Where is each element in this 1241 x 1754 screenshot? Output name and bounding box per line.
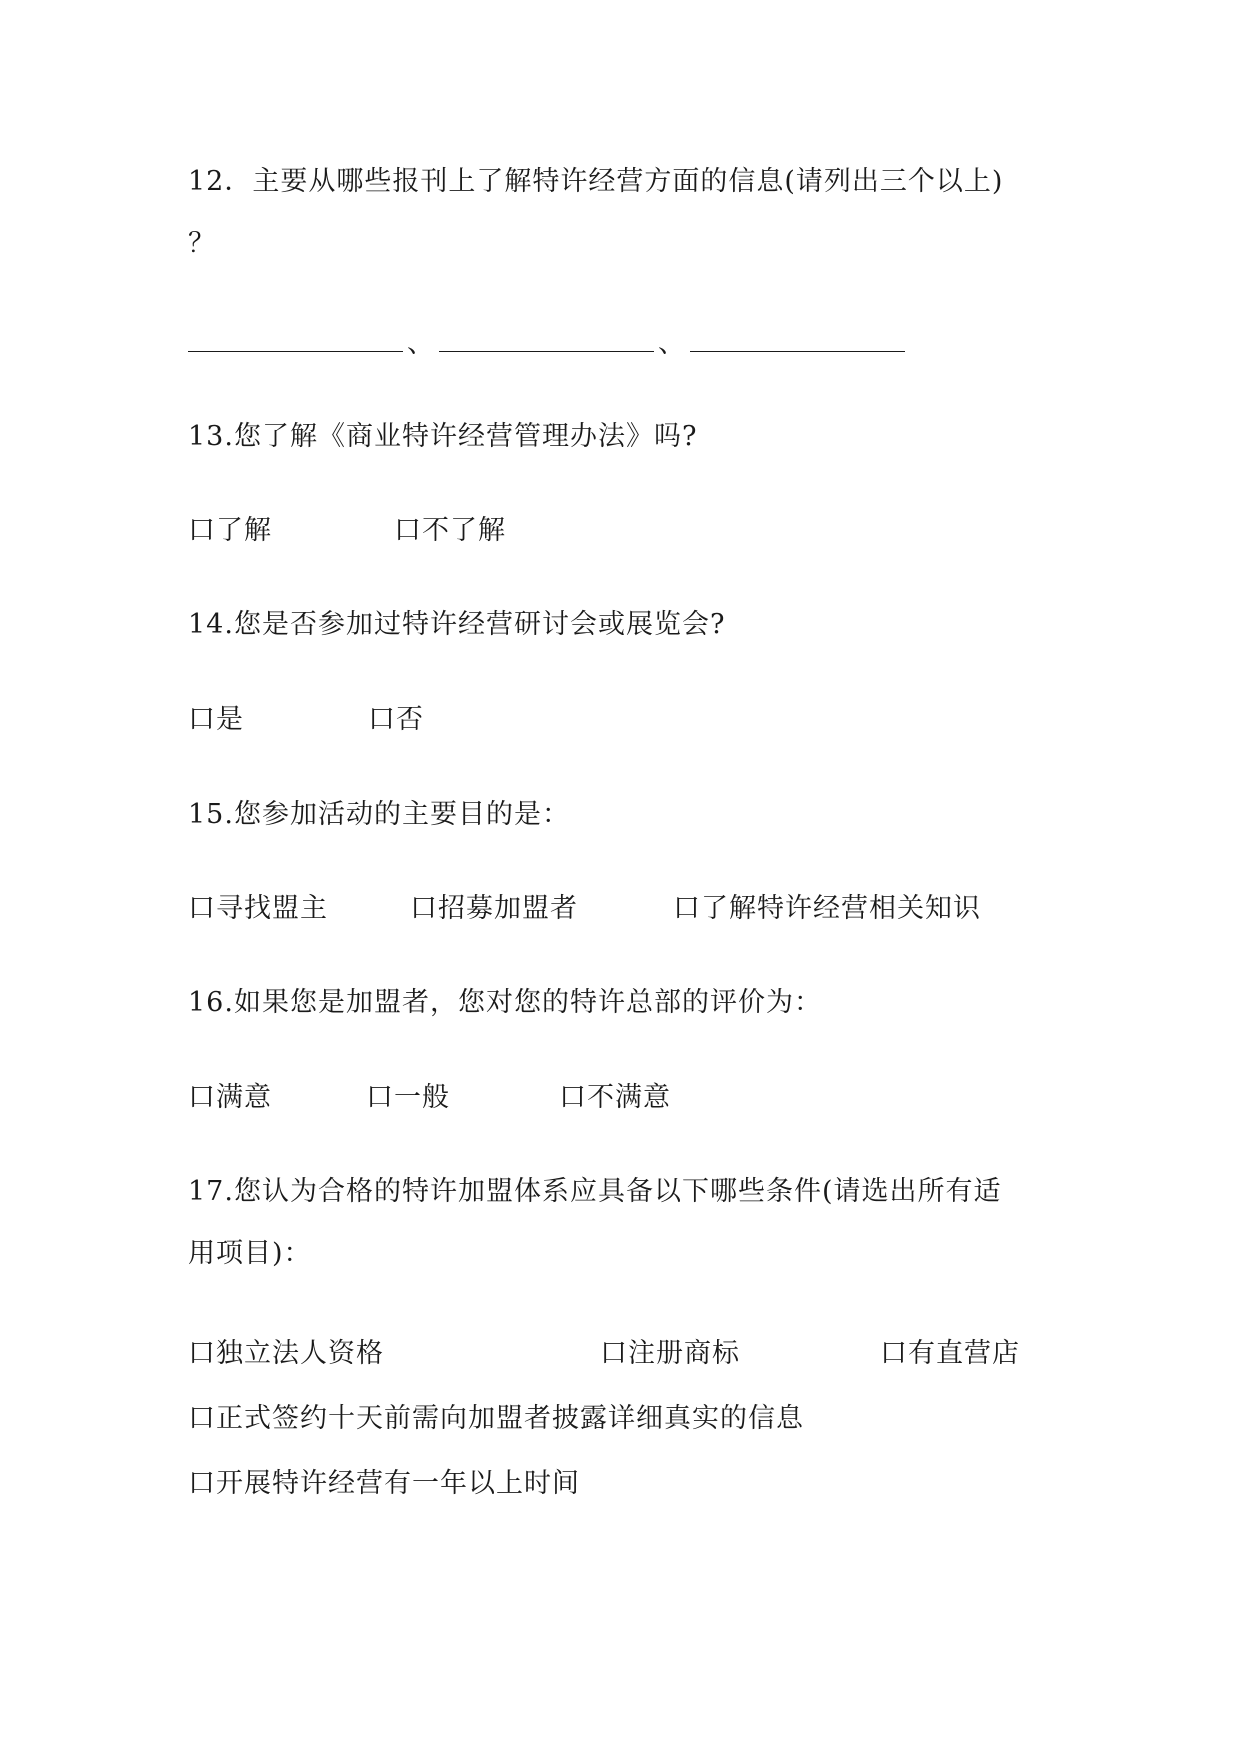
answer-blank-2[interactable] bbox=[439, 329, 654, 352]
checkbox-option[interactable]: 口招募加盟者 bbox=[410, 893, 578, 924]
checkbox-option[interactable]: 口正式签约十天前需向加盟者披露详细真实的信息 bbox=[188, 1403, 804, 1434]
checkbox-option[interactable]: 口开展特许经营有一年以上时间 bbox=[188, 1468, 580, 1499]
checkbox-option[interactable]: 口独立法人资格 bbox=[188, 1338, 384, 1369]
answer-blank-3[interactable] bbox=[690, 329, 905, 352]
checkbox-option[interactable]: 口有直营店 bbox=[880, 1338, 1020, 1369]
question-12-mark: ？ bbox=[188, 228, 216, 259]
question-17-text-line1: 17.您认为合格的特许加盟体系应具备以下哪些条件(请选出所有适 bbox=[188, 1176, 1002, 1207]
checkbox-option[interactable]: 口寻找盟主 bbox=[188, 893, 328, 924]
checkbox-option[interactable]: 口是 bbox=[188, 704, 244, 735]
question-13-text: 13.您了解《商业特许经营管理办法》吗? bbox=[188, 421, 698, 452]
checkbox-option[interactable]: 口不了解 bbox=[394, 515, 506, 546]
question-15-text: 15.您参加活动的主要目的是： bbox=[188, 799, 570, 830]
checkbox-option[interactable]: 口一般 bbox=[366, 1082, 450, 1113]
question-16-text: 16.如果您是加盟者，您对您的特许总部的评价为： bbox=[188, 987, 822, 1018]
question-12-answer-blanks bbox=[188, 324, 905, 364]
question-14-options bbox=[188, 700, 1088, 740]
checkbox-option[interactable]: 口注册商标 bbox=[600, 1338, 740, 1369]
question-14-text: 14.您是否参加过特许经营研讨会或展览会? bbox=[188, 609, 726, 640]
checkbox-option[interactable]: 口了解特许经营相关知识 bbox=[673, 893, 981, 924]
question-15-options bbox=[188, 889, 1088, 929]
question-16-options bbox=[188, 1078, 1088, 1118]
checkbox-option[interactable]: 口否 bbox=[368, 704, 424, 735]
blank-separator: 、 bbox=[407, 328, 435, 359]
question-17-text-line2: 用项目)： bbox=[188, 1238, 312, 1269]
question-13-options bbox=[188, 511, 1088, 551]
checkbox-option[interactable]: 口满意 bbox=[188, 1082, 272, 1113]
blank-separator: 、 bbox=[658, 328, 686, 359]
checkbox-option[interactable]: 口不满意 bbox=[559, 1082, 671, 1113]
question-12-text: 12．主要从哪些报刊上了解特许经营方面的信息(请列出三个以上) bbox=[188, 166, 1004, 197]
question-17-options-row1 bbox=[188, 1334, 1088, 1374]
answer-blank-1[interactable] bbox=[188, 329, 403, 352]
checkbox-option[interactable]: 口了解 bbox=[188, 515, 272, 546]
